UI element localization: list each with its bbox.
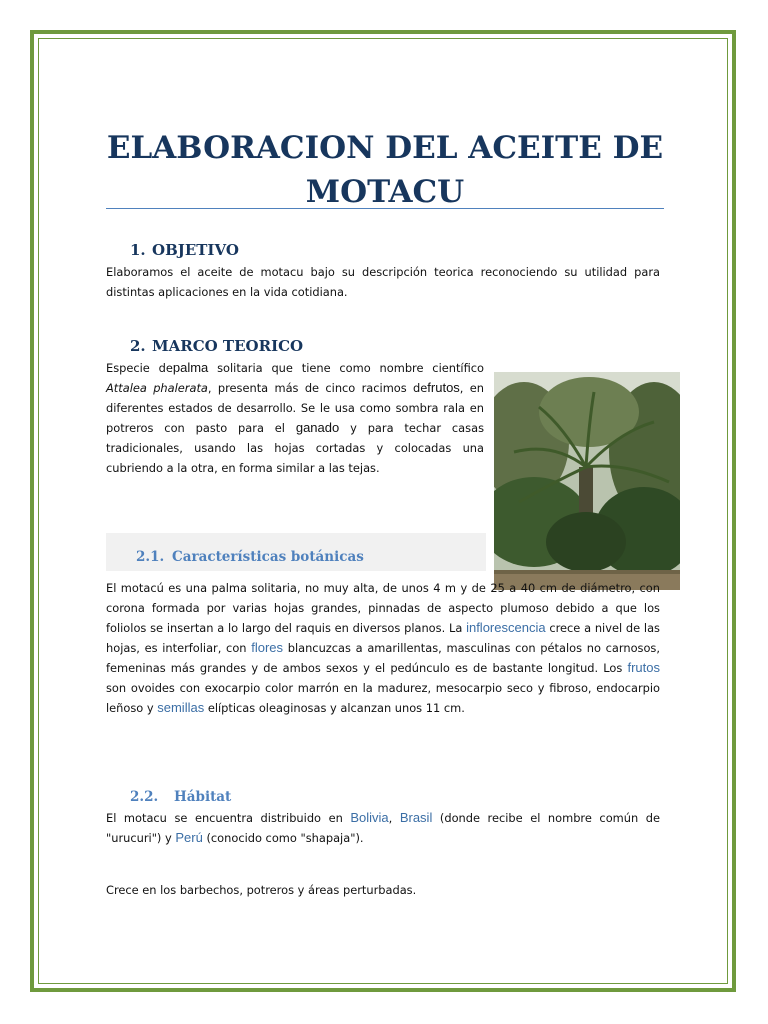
objetivo-paragraph: Elaboramos el aceite de motacu bajo su descripción teorica reconociendo su utilidad para distintas aplicaciones en la vida cotidiana. [106, 265, 660, 299]
heading-text: MARCO TEORICO [152, 337, 304, 355]
semillas-link[interactable]: semillas [157, 700, 205, 715]
flores-link[interactable]: flores [251, 640, 284, 655]
text-run: , [388, 811, 400, 825]
species-name: Attalea phalerata [106, 381, 208, 395]
text-run: El motacu se encuentra distribuido en [106, 811, 351, 825]
text-run: solitaria que tiene como nombre científico [208, 361, 485, 375]
frutos-link[interactable]: frutos [627, 660, 660, 675]
text-run: Especie de [106, 361, 173, 375]
text-run: , presenta más de cinco racimos de [207, 381, 428, 395]
text-run: son ovoides con exocarpio color marrón en la madurez, mesocarpio seco y fibroso, endocarpio leñoso y [106, 681, 660, 715]
marco-paragraph [106, 358, 484, 478]
heading-number: 2.1. [136, 549, 165, 565]
ganado-word: ganado [295, 420, 340, 435]
heading-marco-teorico [130, 337, 303, 355]
text-run: y para techar casas tradicionales, usando las hojas cortadas y colocadas una cubriendo a la otra, en forma similar a las tejas. [106, 421, 485, 475]
heading-text: Características botánicas [172, 549, 364, 565]
heading-text: OBJETIVO [152, 241, 239, 259]
heading-objetivo [130, 241, 239, 259]
frutos-word: frutos [427, 380, 460, 395]
heading-text: Hábitat [174, 789, 232, 805]
palm-tree-illustration [494, 372, 680, 590]
motacu-palm-photo [494, 372, 680, 590]
inflorescencia-link[interactable]: inflorescencia [466, 620, 546, 635]
peru-link[interactable]: Perú [175, 830, 203, 845]
brasil-link[interactable]: Brasil [399, 810, 433, 825]
text-run: El motacú es una palma solitaria, no muy alta, de unos 4 m y de 25 a 40 cm de diámetro, con corona formada por varias hojas grandes, pinnadas de aspecto plumoso debido a que los foliolos se insertan a lo largo del raquis en diversos planos. La [106, 581, 660, 635]
text-run: blancuzcas a amarillentas, masculinas con pétalos no carnosos, femeninas más grandes y de ambos sexos y el pedúnculo es de bastante longitud. Los [106, 641, 660, 675]
habitat-paragraph [106, 808, 660, 848]
heading-caracteristicas-botanicas [136, 549, 364, 565]
text-run: (donde recibe el nombre común de "urucuri") y [106, 811, 660, 845]
heading-number: 2. [130, 337, 146, 355]
text-run: , en diferentes estados de desarrollo. Se le usa como sombra rala en potreros con pasto para el [106, 381, 484, 435]
palma-word: palma [172, 360, 209, 375]
text-run: elípticas oleaginosas y alcanzan unos 11 cm. [204, 701, 465, 715]
text-run: crece a nivel de las hojas, es interfoliar, con [106, 621, 660, 655]
text-run: (conocido como "shapaja"). [202, 831, 364, 845]
title-underline [106, 208, 664, 209]
heading-number: 1. [130, 241, 146, 259]
botanicas-paragraph [106, 578, 660, 718]
document-title: ELABORACION DEL ACEITE DE MOTACU [106, 130, 664, 210]
habitat-paragraph-2: Crece en los barbechos, potreros y áreas perturbadas. [106, 883, 417, 897]
heading-habitat [130, 789, 231, 805]
bolivia-link[interactable]: Bolivia [350, 810, 389, 825]
heading-number: 2.2. [130, 789, 159, 805]
